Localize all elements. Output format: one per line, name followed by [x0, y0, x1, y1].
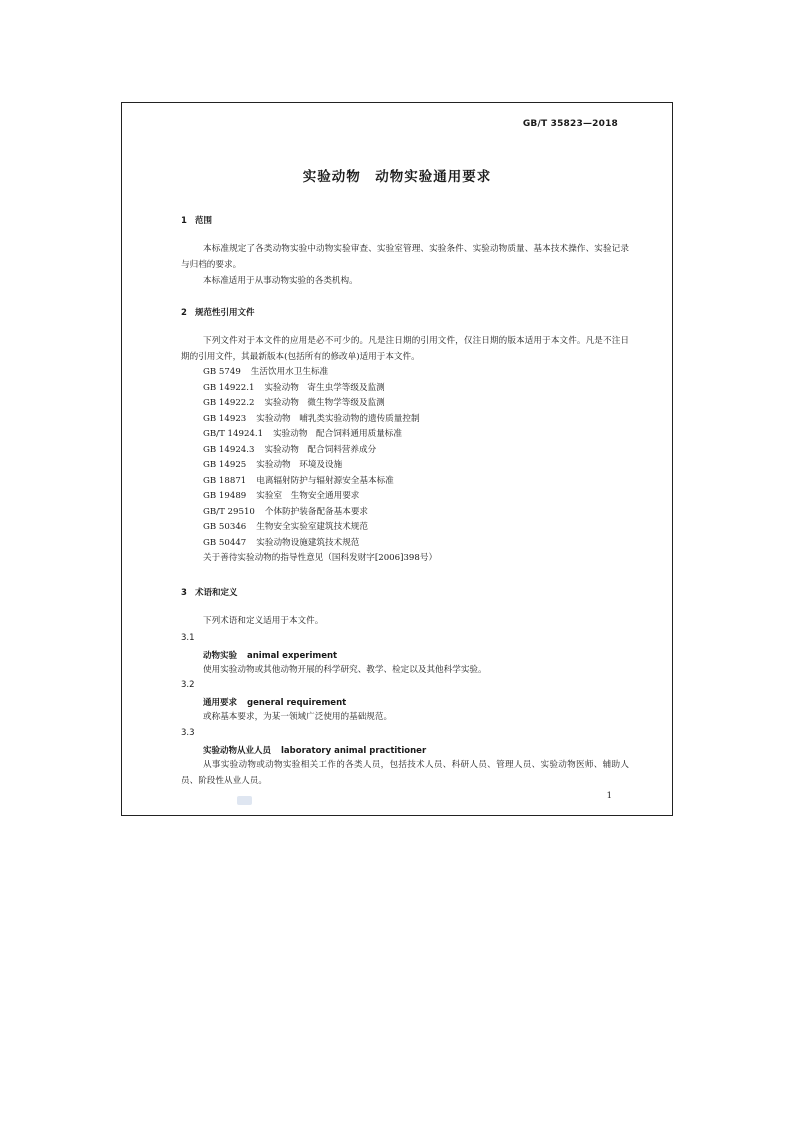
reference-item: GB 50346 生物安全实验室建筑技术规范: [203, 522, 368, 532]
reference-item: GB 14922.2 实验动物 微生物学等级及监测: [203, 398, 385, 408]
reference-item: GB 5749 生活饮用水卫生标准: [203, 367, 329, 377]
term-title: 通用要求 general requirement: [203, 698, 347, 708]
term-number: 3.2: [181, 680, 195, 690]
section-number: 2: [181, 308, 187, 318]
reference-item: GB 19489 实验室 生物安全通用要求: [203, 491, 360, 501]
section-title: 范围: [195, 216, 213, 226]
reference-item: GB/T 14924.1 实验动物 配合饲料通用质量标准: [203, 429, 402, 439]
section-number: 1: [181, 216, 187, 226]
reference-item: GB 14925 实验动物 环境及设施: [203, 460, 343, 470]
term-definition: 使用实验动物或其他动物开展的科学研究、教学、检定以及其他科学实验。: [203, 665, 487, 675]
term-number: 3.3: [181, 728, 195, 738]
reference-item: GB 18871 电离辐射防护与辐射源安全基本标准: [203, 475, 394, 486]
term-number: 3.1: [181, 633, 195, 643]
standard-code: GB/T 35823—2018: [522, 119, 618, 129]
section-title: 术语和定义: [195, 588, 238, 598]
reference-item: GB 14924.3 实验动物 配合饲料营养成分: [203, 444, 377, 455]
section-heading-scope: [181, 214, 212, 226]
reference-item: GB 50447 实验动物设施建筑技术规范: [203, 537, 360, 548]
reference-item: GB 14922.1 实验动物 寄生虫学等级及监测: [203, 382, 385, 393]
scope-paragraph-1: 本标准规定了各类动物实验中动物实验审查、实验室管理、实验条件、实验动物质量、基本技术操作、实验记录与归档的要求。: [181, 244, 629, 270]
reference-closing: 关于善待实验动物的指导性意见（国科发财字[2006]398号）: [203, 553, 438, 563]
reference-item: GB 14923 实验动物 哺乳类实验动物的遗传质量控制: [203, 413, 420, 424]
section-number: 3: [181, 588, 187, 598]
document-title: 实验动物 动物实验通用要求: [302, 169, 492, 185]
term-definition: 从事实验动物或动物实验相关工作的各类人员，包括技术人员、科研人员、管理人员、实验动物医师、辅助人员、阶段性从业人员。: [181, 760, 629, 786]
page-number: 1: [606, 791, 612, 801]
scope-paragraph-2: 本标准适用于从事动物实验的各类机构。: [203, 276, 358, 286]
term-title: 动物实验 animal experiment: [203, 651, 338, 661]
terms-intro: 下列术语和定义适用于本文件。: [203, 616, 324, 626]
term-definition: 或称基本要求，为某一领域广泛使用的基础规范。: [203, 712, 393, 722]
section-title: 规范性引用文件: [195, 308, 255, 318]
term-title: 实验动物从业人员 laboratory animal practitioner: [203, 746, 427, 756]
section-heading-normative: [181, 306, 255, 318]
section-heading-terms: [181, 586, 238, 598]
watermark-logo: [237, 796, 252, 805]
document-page: [121, 102, 673, 816]
normative-intro: 下列文件对于本文件的应用是必不可少的。凡是注日期的引用文件，仅注日期的版本适用于本文件。凡是不注日期的引用文件，其最新版本(包括所有的修改单)适用于本文件。: [181, 336, 629, 362]
reference-item: GB/T 29510 个体防护装备配备基本要求: [203, 506, 369, 517]
